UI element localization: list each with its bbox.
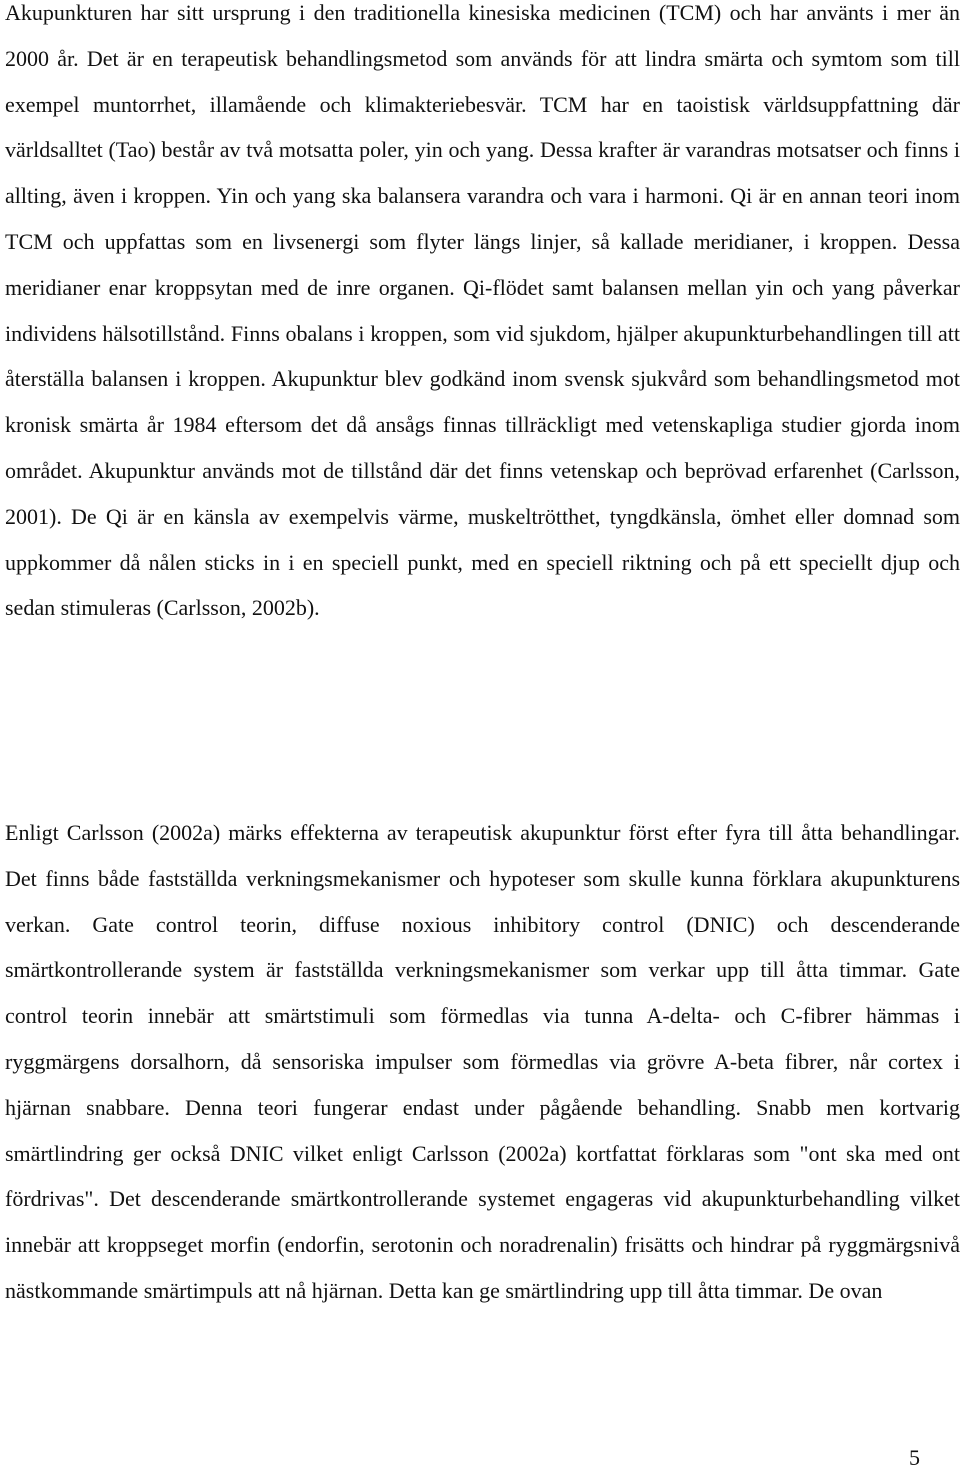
body-paragraph-acupuncture-mechanisms: Enligt Carlsson (2002a) märks effekterna av terapeutisk akupunktur först efter fyra till åtta behandlingar. Det finns både fastställda verkningsmekanismer och hypoteser som skulle kunna förklara akupunkturens verkan. Gate control teorin, diffuse noxious inhibitory control (DNIC) och descenderande smärtkontrollerande system är fastställda verkningsmekanismer som verkar upp till åtta timmar. Gate control teorin innebär att smärtstimuli som förmedlas via tunna A-delta- och C-fibrer hämmas i ryggmärgens dorsalhorn, då sensoriska impulser som förmedlas via grövre A-beta fibrer, når cortex i hjärnan snabbare. Denna teori fungerar endast under pågående behandling. Snabb men kortvarig smärtlindring ger också DNIC vilket enligt Carlsson (2002a) kortfattat förklaras som "ont ska med ont fördrivas". Det descenderande smärtkontrollerande systemet engageras vid akupunkturbehandling vilket innebär att kroppseget morfin (endorfin, serotonin och noradrenalin) frisätts och hindrar på ryggmärgsnivå nästkommande smärtimpuls att nå hjärnan. Detta kan ge smärtlindring upp till åtta timmar. De ovan (5, 820, 960, 1303)
page-number: 5 (909, 1445, 920, 1470)
body-paragraph-acupuncture-origin: Akupunkturen har sitt ursprung i den traditionella kinesiska medicinen (TCM) och har använts i mer än 2000 år. Det är en terapeutisk behandlingsmetod som används för att lindra smärta och symtom som till exempel muntorrhet, illamående och klimakteriebesvär. TCM har en taoistisk världsuppfattning där världsalltet (Tao) består av två motsatta poler, yin och yang. Dessa krafter är varandras motsatser och finns i allting, även i kroppen. Yin och yang ska balansera varandra och vara i harmoni. Qi är en annan teori inom TCM och uppfattas som en livsenergi som flyter längs linjer, så kallade meridianer, i kroppen. Dessa meridianer enar kroppsytan med de inre organen. Qi-flödet samt balansen mellan yin och yang påverkar individens hälsotillstånd. Finns obalans i kroppen, som vid sjukdom, hjälper akupunkturbehandlingen till att återställa balansen i kroppen. Akupunktur blev godkänd inom svensk sjukvård som behandlingsmetod mot kronisk smärta år 1984 eftersom det då ansågs finnas tillräckligt med vetenskapliga studier gjorda inom området. Akupunktur används mot de tillstånd där det finns vetenskap och beprövad erfarenhet (Carlsson, 2001). De Qi är en känsla av exempelvis värme, muskeltrötthet, tyngdkänsla, ömhet eller domnad som uppkommer då nålen sticks in i en speciell punkt, med en speciell riktning och på ett speciellt djup och sedan stimuleras (Carlsson, 2002b). (5, 0, 960, 621)
